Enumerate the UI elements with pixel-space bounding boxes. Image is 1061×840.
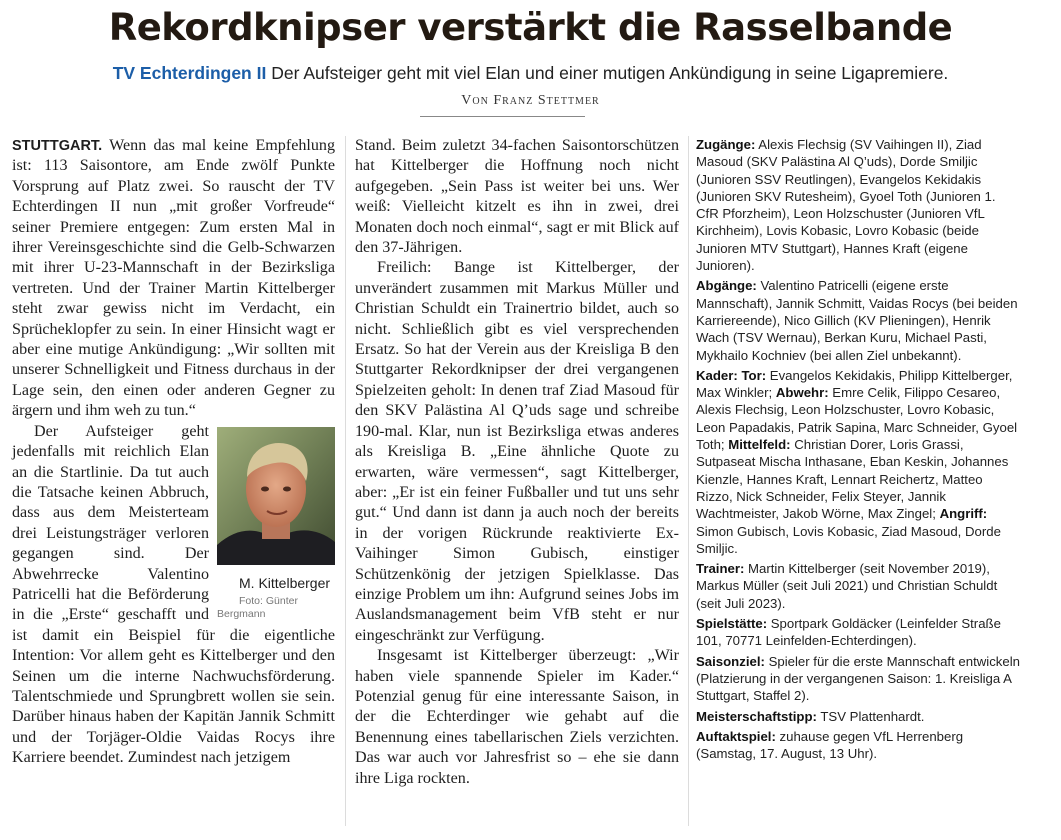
article-paragraph: M. Kittelberger Foto: Günter Bergmann Der Aufsteiger geht jedenfalls mit reichlich Elan an die Startlinie. Da tut auch die Tatsache keinen Abbruch, dass aus dem Meisterteam drei Leistungsträger verloren gegangen sind. Der Abwehrrecke Valentino Patricelli hat die Beförderung in die „Erste“ geschafft und ist damit ein Beispiel für die eigentliche Intention: Vor allem geht es Kittelberger und den Seinen um die interne Nachwuchsförderung. Talentschmiede und Sprungbrett wollen sie sein. Darüber hinaus haben der Kapitän Jannik Schmitt und der Torjäger-Oldie Vaidas Rocys ihre Karriere beendet. Zumindest nach jetzigem	[12, 422, 335, 767]
article-paragraph: STUTTGART. Wenn das mal keine Empfehlung ist: 113 Saisontore, am Ende zwölf Punkte Vorsprung auf Platz zwei. So rauscht der TV Echterdingen II nun „mit großer Vorfreude“ seiner Premiere entgegen: Zum ersten Mal in ihrer Vereinsgeschichte sind die Gelb-Schwarzen mit ihrer U-23-Mannschaft in der Bezirksliga vertreten. Und der Trainer Martin Kittelberger steht zwar gewiss nicht im Verdacht, ein Sprücheklopfer zu sein. In einer Hinsicht wagt er aber eine mutige Ankündigung: „Wir sollten mit unserer Schnelligkeit und Fitness durchaus in der Lage sein, den einen oder anderen Gegner zu ärgern und ihm weh zu tun.“	[12, 137, 336, 420]
dateline: STUTTGART.	[12, 138, 103, 154]
article-paragraph: Freilich: Bange ist Kittelberger, der unverändert zusammen mit Markus Müller und Christian Schuldt ein Trainertrio bildet, auch so nicht. Schließlich gibt es viel versprechenden Ersatz. So hat der Verein aus der Kreisliga B den Stuttgarter Rekordknipser der drei vergangenen Spielzeiten geholt: In denen traf Ziad Masoud für den SKV Palästina Al Q’uds sage und schreibe 190-mal. Klar, nun ist Bezirksliga etwas anderes als Kreisliga B. „Eine ähnliche Quote zu erwarten, wäre vermessen“, sagt Kittelberger, aber: „Er ist ein feiner Fußballer und tut uns sehr gut.“ Und dann ist dann ja auch noch der bereits in der vorigen Rückrunde reaktivierte Ex-Vaihinger Simon Gubisch, einstiger Schützenkönig der jetzigen Spielklasse. Das einzige Problem um ihn: Aufgrund seines Jobs im Auslandsmanagement beim VfB steht er nur eingeschränkt zur Verfügung.	[355, 259, 679, 644]
info-trainer: Trainer: Martin Kittelberger (seit November 2019), Markus Müller (seit Juli 2021) und Christian Schuldt (seit Juli 2023).	[696, 561, 998, 611]
info-zugaenge: Zugänge: Alexis Flechsig (SV Vaihingen II), Ziad Masoud (SKV Palästina Al Q’uds), Dorde Smiljic (Junioren SSV Reutlingen), Evangelos Kekidakis (Junioren SKV Rutesheim), Gyoel Toth (Junioren 1. CfR Pforzheim), Leon Holzschuster (Junioren VfL Kirchheim), Lovis Kobasic, Lovro Kobasic (beide Junioren MTV Stuttgart), Hannes Kraft (eigene Junioren).	[696, 137, 996, 274]
article-paragraph: Insgesamt ist Kittelberger überzeugt: „Wir haben viele spannende Spieler im Kader.“ Potenzial genug für eine interessante Saison, in der die Echterdinger wie gehabt auf die Benennung eines tabellarischen Ziels verzichten. Das war auch vor Jahresfrist so – ehe sie dann ihre Liga rockten.	[355, 647, 679, 787]
info-abgaenge: Abgänge: Valentino Patricelli (eigene erste Mannschaft), Jannik Schmitt, Vaidas Rocys (bei beiden Karriereende), Nico Gillich (KV Plieningen), Henrik Wach (TSV Wernau), Berkan Kuru, Michael Pasti, Mykhailo Kochniev (bei allen Ziel unbekannt).	[696, 278, 1018, 363]
subhead-text: Der Aufsteiger geht mit viel Elan und einer mutigen Ankündigung in seine Ligapremiere.	[271, 63, 949, 83]
info-kader: Kader: Tor: Evangelos Kekidakis, Philipp Kittelberger, Max Winkler; Abwehr: Emre Celik, Filippo Cesareo, Alexis Flechsig, Leon Holzschuster, Lovro Kobasic, Leon Papadakis, Patrik Sapina, Marc Schneider, Gyoel Toth; Mittelfeld: Christian Dorer, Loris Grassi, Sutpaseat Mischa Inthasane, Eban Keskin, Johannes Kienzle, Hannes Kraft, Lennart Reichertz, Matteo Rizzo, Nick Schneider, Felix Steyer, Jannik Wachtmeister, Jakob Wörne, Max Zingel; Angriff: Simon Gubisch, Lovis Kobasic, Ziad Masoud, Dorde Smiljic.	[696, 367, 1018, 556]
info-spielstaette: Spielstätte: Sportpark Goldäcker (Leinfelder Straße 101, 70771 Leinfelden-Echterdingen).	[696, 616, 1001, 649]
team-info-box	[696, 136, 1021, 765]
subhead-team: TV Echterdingen II	[112, 63, 267, 83]
photo-caption: M. Kittelberger	[239, 574, 331, 591]
column-divider	[345, 136, 346, 826]
subhead	[0, 63, 1061, 84]
article-paragraph: Stand. Beim zuletzt 34-fachen Saisontorschützen hat Kittelberger die Hoffnung noch nicht aufgegeben. „Sein Pass ist weiter bei uns. Wer weiß: Vielleicht kitzelt es ihn in zwei, drei Monaten doch noch einmal“, sagt er mit Blick auf den 37-Jährigen.	[355, 137, 679, 257]
article-column-2	[355, 136, 679, 789]
byline: Von Franz Stettmer	[461, 93, 600, 108]
photo-credit: Foto: Günter Bergmann	[217, 594, 298, 620]
article-column-1	[12, 136, 335, 769]
info-meisterschaftstipp: Meisterschaftstipp: TSV Plattenhardt.	[696, 708, 925, 724]
photo-block	[217, 427, 335, 621]
info-saisonziel: Saisonziel: Spieler für die erste Mannschaft entwickeln (Platzierung in der vergangenen Saison: 1. Kreisliga A Stuttgart, Staffel 2).	[696, 653, 1020, 704]
column-divider	[688, 136, 689, 826]
info-auftaktspiel: Auftaktspiel: zuhause gegen VfL Herrenberg (Samstag, 17. August, 13 Uhr).	[696, 728, 964, 762]
portrait-photo	[217, 427, 335, 565]
byline-rule	[420, 116, 585, 117]
headline: Rekordknipser verstärkt die Rasselbande	[108, 6, 953, 49]
